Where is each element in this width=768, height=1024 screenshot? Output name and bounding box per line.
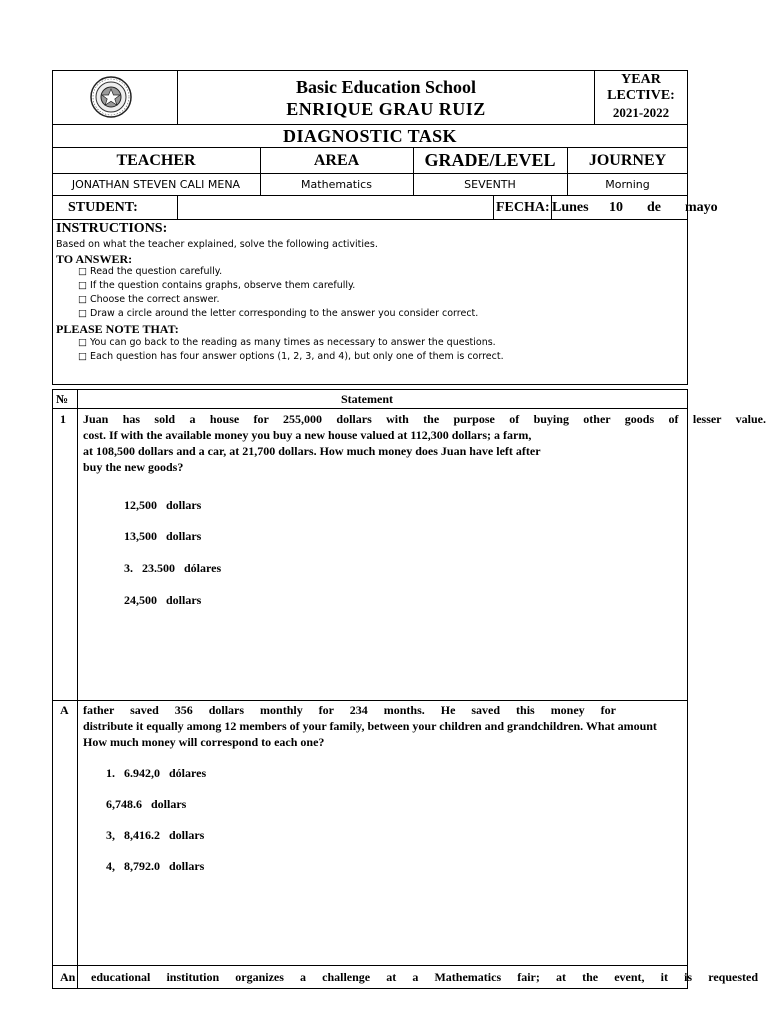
q2-line1: father saved 356 dollars monthly for 234 months. He saved this money for: [83, 703, 616, 717]
teacher-name: JONATHAN STEVEN CALI MENA: [71, 178, 241, 191]
student-label: STUDENT:: [68, 200, 138, 215]
q2-line2: distribute it equally among 12 members of your family, between your children and grandchildren. What amount: [83, 719, 657, 733]
checkbox-icon: □: [78, 308, 87, 319]
q2-option-3[interactable]: 3, 8,416.2 dollars: [106, 828, 205, 842]
q1-line1: Juan has sold a house for 255,000 dollars with the purpose of buying other goods of lesser value.: [83, 412, 766, 426]
note-label: PLEASE NOTE THAT:: [56, 322, 179, 336]
to-answer-item-3: □ Choose the correct answer.: [78, 294, 220, 305]
header-area: AREA: [313, 152, 360, 169]
date-day-number: 10: [609, 200, 623, 215]
year-label-2: LECTIVE:: [607, 88, 675, 103]
col-statement-header: Statement: [341, 392, 393, 406]
q1-option-3[interactable]: 3. 23.500 dólares: [124, 561, 222, 575]
q3-number: An: [60, 970, 76, 984]
school-name-line2: ENRIQUE GRAU RUIZ: [286, 99, 486, 119]
q1-option-1[interactable]: 12,500 dollars: [124, 498, 202, 512]
year-label-1: YEAR: [621, 72, 661, 87]
task-title: DIAGNOSTIC TASK: [283, 126, 457, 146]
note-item-1: □ You can go back to the reading as many times as necessary to answer the questions.: [78, 337, 496, 348]
fecha-label: FECHA:: [496, 200, 550, 215]
q1-option-2[interactable]: 13,500 dollars: [124, 529, 202, 543]
q1-line4: buy the new goods?: [83, 460, 184, 474]
q3-line1: educational institution organizes a challenge at a Mathematics fair; at the event, it is requested: [91, 970, 758, 984]
header-journey: JOURNEY: [588, 152, 667, 169]
q2-option-1[interactable]: 1. 6.942,0 dólares: [106, 766, 207, 780]
checkbox-icon: □: [78, 280, 87, 291]
col-number-header: №: [56, 392, 69, 406]
q2-number: A: [60, 703, 69, 717]
to-answer-item-1: □ Read the question carefully.: [78, 266, 223, 277]
date-preposition: de: [647, 200, 661, 215]
q2-option-2[interactable]: 6,748.6 dollars: [106, 797, 187, 811]
q2-q3-divider: [52, 965, 688, 966]
journey-value: Morning: [605, 178, 650, 191]
checkbox-icon: □: [78, 337, 87, 348]
q1-number: 1: [60, 412, 66, 426]
q2-option-4[interactable]: 4, 8,792.0 dollars: [106, 859, 205, 873]
header-teacher: TEACHER: [116, 152, 196, 169]
student-col-divider-2: [493, 196, 494, 220]
q2-line3: How much money will correspond to each one?: [83, 735, 325, 749]
school-seal-logo: [83, 75, 139, 119]
q1-line2: cost. If with the available money you buy a new house valued at 112,300 dollars; a farm,: [83, 428, 532, 442]
to-answer-label: TO ANSWER:: [56, 252, 133, 266]
date-month: mayo: [685, 200, 718, 215]
checkbox-icon: □: [78, 351, 87, 362]
questions-num-col-divider: [77, 389, 78, 989]
q1-option-4[interactable]: 24,500 dollars: [124, 593, 202, 607]
header-grade-level: GRADE/LEVEL: [424, 150, 556, 170]
questions-header-divider: [52, 408, 688, 409]
instructions-title: INSTRUCTIONS:: [56, 221, 168, 236]
grade-value: SEVENTH: [464, 178, 516, 191]
date-day-name: Lunes: [552, 200, 589, 215]
instructions-intro: Based on what the teacher explained, solve the following activities.: [56, 239, 378, 250]
school-name-line1: Basic Education School: [295, 77, 477, 97]
questions-table: [52, 389, 688, 989]
year-value: 2021-2022: [612, 105, 670, 120]
q1-line3: at 108,500 dollars and a car, at 21,700 dollars. How much money does Juan have left after: [83, 444, 541, 458]
checkbox-icon: □: [78, 294, 87, 305]
to-answer-item-4: □ Draw a circle around the letter corresponding to the answer you consider correct.: [78, 308, 479, 319]
area-value: Mathematics: [301, 178, 372, 191]
q1-q2-divider: [52, 700, 688, 701]
to-answer-item-2: □ If the question contains graphs, observe them carefully.: [78, 280, 356, 291]
note-item-2: □ Each question has four answer options (1, 2, 3, and 4), but only one of them is correct.: [78, 351, 504, 362]
info-row-divider: [52, 173, 688, 174]
checkbox-icon: □: [78, 266, 87, 277]
student-name-field[interactable]: [178, 197, 492, 219]
